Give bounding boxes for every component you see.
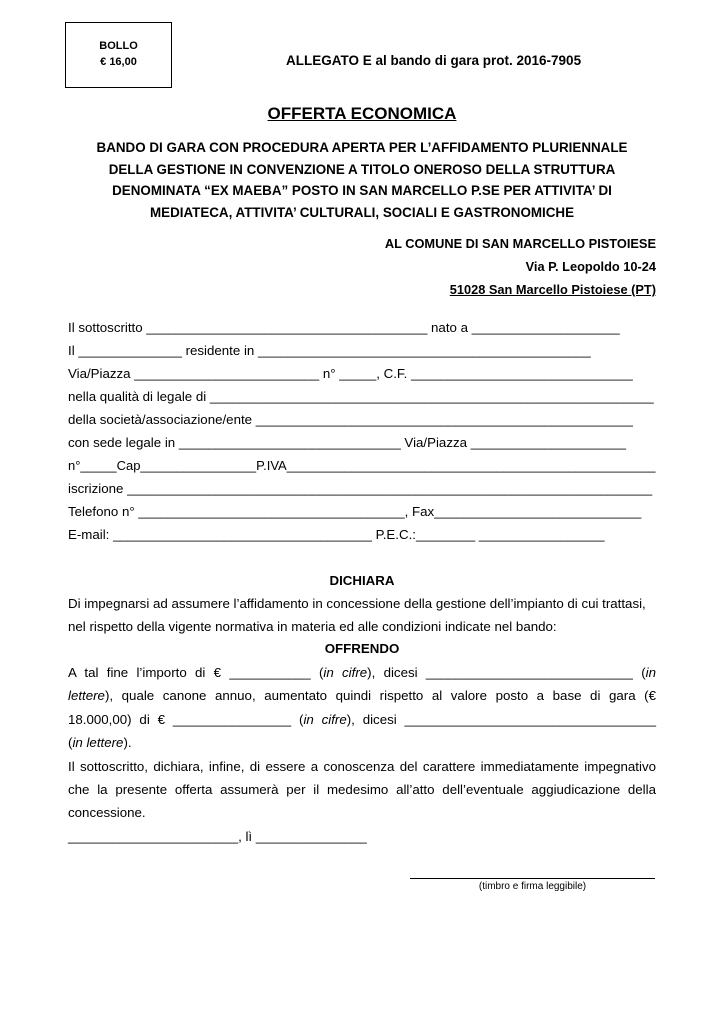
recipient-name: AL COMUNE DI SAN MARCELLO PISTOIESE bbox=[384, 236, 656, 251]
bando-subject bbox=[62, 137, 662, 223]
form-line-sede[interactable]: con sede legale in ______________________________ Via/Piazza _____________________ bbox=[68, 435, 627, 450]
subject-line: DELLA GESTIONE IN CONVENZIONE A TITOLO ONEROSO DELLA STRUTTURA bbox=[108, 161, 616, 177]
page-title: OFFERTA ECONOMICA bbox=[267, 104, 457, 123]
offrendo-text[interactable] bbox=[68, 661, 656, 825]
recipient-city: 51028 San Marcello Pistoiese (PT) bbox=[449, 282, 656, 297]
declaration-line: che la presente offerta assumerà per il medesimo all’atto dell’eventuale aggiudicazione della bbox=[68, 782, 656, 798]
allegato-header: ALLEGATO E al bando di gara prot. 2016-7905 bbox=[286, 53, 582, 68]
subject-line: DENOMINATA “EX MAEBA” POSTO IN SAN MARCELLO P.SE PER ATTIVITA’ DI bbox=[112, 183, 612, 198]
form-line-cap-piva[interactable]: n°_____Cap________________P.IVA___________________________________________________ bbox=[68, 458, 656, 473]
form-line-sottoscritto[interactable]: Il sottoscritto ______________________________________ nato a ____________________ bbox=[68, 320, 620, 335]
subject-line: MEDIATECA, ATTIVITA’ CULTURALI, SOCIALI E GASTRONOMICHE bbox=[149, 204, 575, 220]
dichiara-line: nel rispetto della vigente normativa in materia ed alle condizioni indicate nel bando: bbox=[68, 619, 557, 635]
form-line-societa[interactable]: della società/associazione/ente ___________________________________________________ bbox=[68, 412, 633, 427]
bollo-amount: € 16,00 bbox=[100, 56, 137, 68]
declaration-line: concessione. bbox=[68, 805, 146, 821]
bollo-label: BOLLO bbox=[99, 40, 138, 52]
declaration-line: Il sottoscritto, dichiara, infine, di essere a conoscenza del carattere immediatamente impegnativo bbox=[68, 758, 656, 774]
form-line-telefono-fax[interactable]: Telefono n° ____________________________________, Fax____________________________ bbox=[68, 504, 642, 519]
dichiara-heading: DICHIARA bbox=[329, 573, 395, 588]
offrendo-heading: OFFRENDO bbox=[324, 641, 400, 656]
form-line-residente[interactable]: Il ______________ residente in _____________________________________________ bbox=[68, 343, 591, 358]
signature-caption: (timbro e firma leggibile) bbox=[478, 881, 587, 892]
offrendo-line[interactable]: 18.000,00) di € ________________ (in cifre), dicesi __________________________________ bbox=[68, 711, 656, 727]
form-line-iscrizione[interactable]: iscrizione _______________________________________________________________________ bbox=[68, 481, 653, 496]
offrendo-line: (in lettere). bbox=[68, 735, 132, 751]
recipient-street: Via P. Leopoldo 10-24 bbox=[525, 259, 656, 274]
offrendo-line[interactable]: A tal fine l’importo di € ___________ (in cifre), dicesi ____________________________ (in bbox=[68, 665, 656, 680]
form-line-email-pec[interactable]: E-mail: ___________________________________ P.E.C.:________ _________________ bbox=[68, 527, 605, 542]
dichiara-text bbox=[68, 592, 656, 639]
form-line-via-cf[interactable]: Via/Piazza _________________________ n° _____, C.F. ______________________________ bbox=[68, 366, 633, 381]
bollo-box bbox=[65, 22, 172, 88]
signature-line[interactable] bbox=[410, 878, 655, 879]
place-date-field[interactable]: _______________________, lì _______________ bbox=[68, 829, 367, 844]
dichiara-line: Di impegnarsi ad assumere l’affidamento in concessione della gestione dell’impianto di cui trattasi, bbox=[68, 596, 646, 611]
subject-line: BANDO DI GARA CON PROCEDURA APERTA PER L’AFFIDAMENTO PLURIENNALE bbox=[96, 140, 628, 155]
offrendo-line: lettere), quale canone annuo, aumentato quindi rispetto al valore posto a base di gara (€ bbox=[68, 688, 656, 704]
form-line-legale[interactable]: nella qualità di legale di ____________________________________________________________ bbox=[68, 389, 654, 404]
